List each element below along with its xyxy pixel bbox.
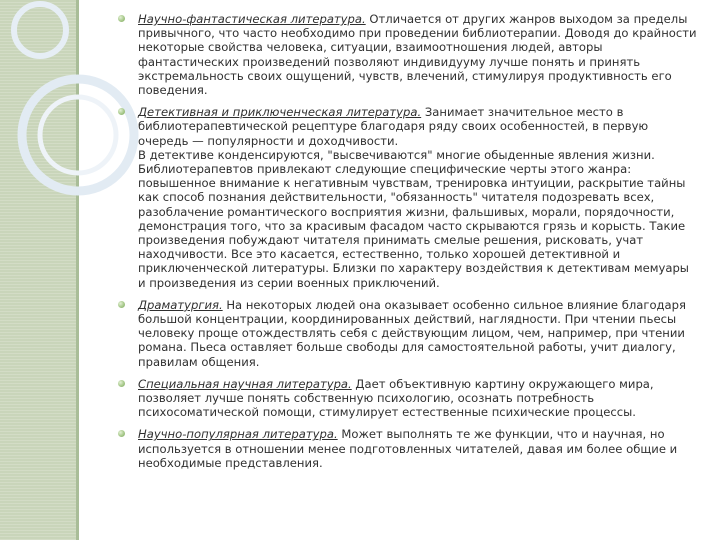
bullet-icon [118, 430, 125, 437]
list-item-special-science [118, 377, 698, 420]
bullet-icon [118, 301, 125, 308]
genre-description: Отличается от других жанров выходом за пределы привычного, что часто необходимо при проведении библиотерапии. Доводя до крайности некоторые свойства человека, ситуации, взаимоотношения людей, авторы фантастических произведений позволяют индивидууму лучше понять и принять экстремальность своих ощущений, чувств, влечений, стимулируя продуктивность его поведения. [138, 12, 697, 98]
genre-description-continued: В детективе конденсируются, "высвечиваются" многие обыденные явления жизни. Библиотерапевтов привлекают следующие специфические черты этого жанра: повышенное внимание к негативным чувствам, тренировка интуиции, раскрытие тайны как способ познания действительности, "обязанность" читателя подозревать всех, разоблачение романтического восприятия жизни, фальшивых, морали, порядочности, демонстрация того, что за красивым фасадом часто скрываются грязь и корысть. Такие произведения побуждают читателя принимать смелые решения, рисковать, учат находчивости. Все это касается, естественно, только хорошей детективной и приключенческой литературы. Близки по характеру воздействия к детективам мемуары и произведения из серии военных приключений. [138, 147, 689, 290]
genre-description: Дает объективную картину окружающего мира, позволяет лучше понять собственную психологию, осознать потребность психосоматической помощи, стимулирует естественные психические процессы. [138, 376, 654, 420]
decor-circle-inner [40, 97, 116, 173]
genre-description: Занимает значительное место в библиотерапевтической рецептуре благодаря ряду своих особенностей, в первую очередь — популярности и доходчивости. [138, 105, 649, 148]
genre-term: Научно-фантастическая литература. [138, 12, 366, 26]
bullet-list [118, 12, 698, 478]
list-item-detective [118, 105, 698, 290]
genre-term: Научно-популярная литература. [138, 427, 338, 442]
list-item-drama [118, 298, 698, 369]
bullet-icon [118, 15, 125, 22]
genre-term: Детективная и приключенческая литература. [138, 105, 422, 120]
genre-description: Может выполнять те же функции, что и научная, но используется в отношении менее подготовленных читателей, давая им более общие и необходимые представления. [138, 427, 678, 470]
list-item-science-fiction [118, 12, 698, 97]
list-item-popular-science [118, 427, 698, 470]
genre-term: Специальная научная литература. [138, 376, 352, 391]
genre-term: Драматургия. [138, 297, 223, 312]
bullet-icon [118, 108, 125, 115]
decor-circle-top [14, 4, 66, 56]
bullet-icon [118, 380, 125, 387]
genre-description: На некоторых людей она оказывает особенно сильное влияние благодаря большой концентрации, координированных действий, наглядности. При чтении пьесы человеку проще отождествлять себя с действующим лицом, чем, например, при чтении романа. Пьеса оставляет больше свободы для самостоятельной работы, учит диалогу, правилам общения. [138, 297, 686, 369]
